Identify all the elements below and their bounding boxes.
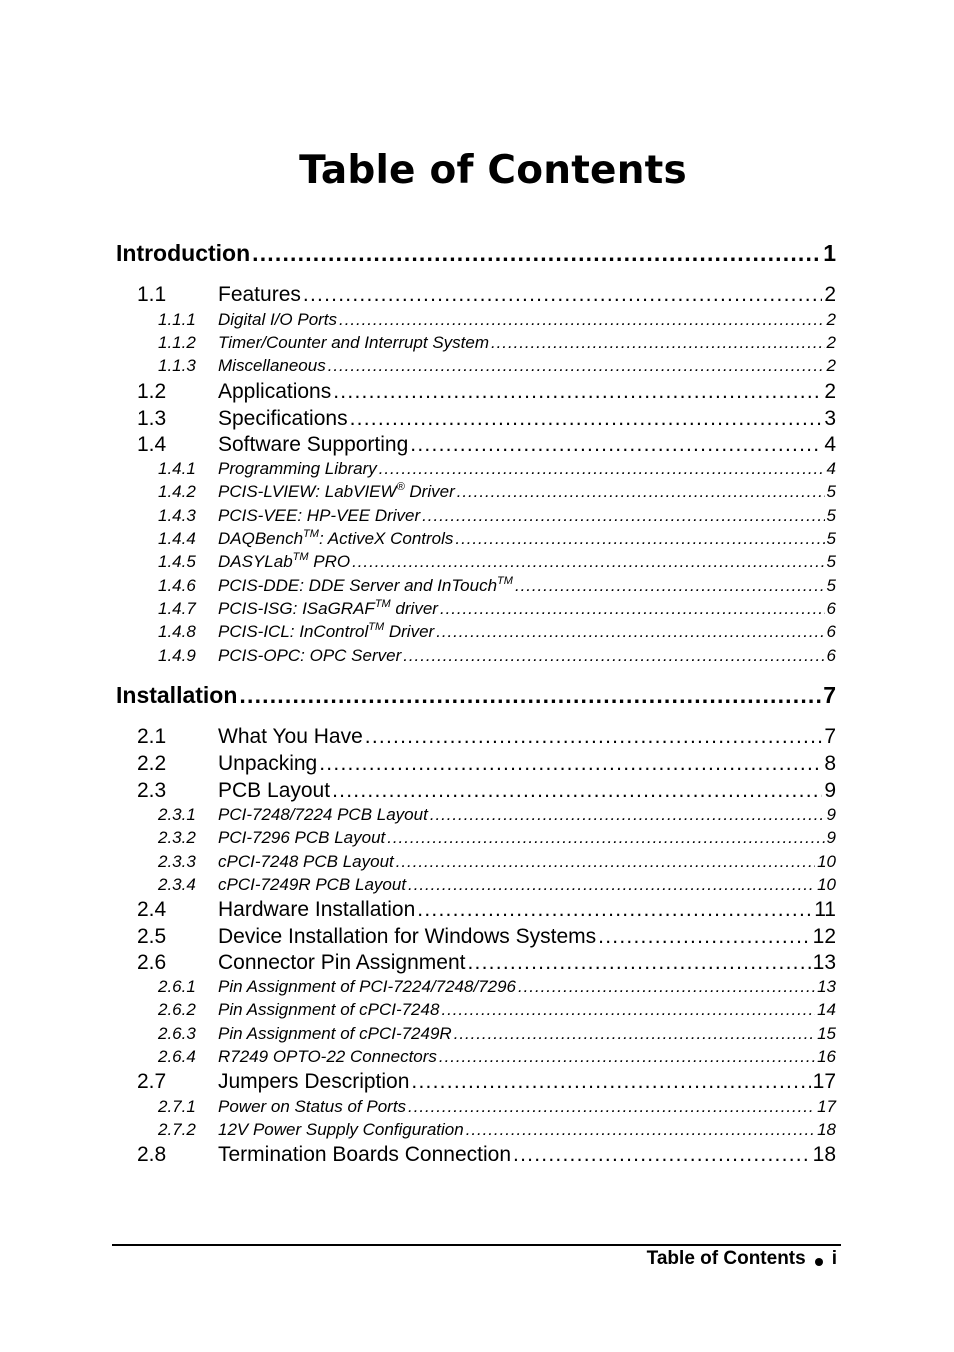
toc-page-number: 2 [824,380,836,403]
toc-entry-number: 1.1.1 [158,310,196,329]
toc-entry-title: R7249 OPTO-22 Connectors [218,1047,437,1066]
dot-leader [408,1097,815,1117]
toc-entry-title: Specifications [218,407,348,430]
toc-page-number: 13 [817,977,836,996]
toc-section-entry[interactable] [137,951,836,975]
toc-entry-number: 2.8 [137,1143,167,1166]
toc-subsection-entry[interactable] [158,875,836,895]
dot-leader [387,828,824,848]
toc-entry-number: 2.3 [137,779,167,802]
toc-page-number: 18 [817,1120,836,1139]
toc-entry-number: 1.1.2 [158,333,196,352]
page-footer [647,1248,837,1270]
toc-entry-title: Pin Assignment of cPCI-7248 [218,1000,440,1019]
toc-entry-number: 2.6.3 [158,1024,196,1043]
toc-page-number: 16 [817,1047,836,1066]
toc-subsection-entry[interactable] [158,622,836,642]
toc-section-entry[interactable] [137,779,836,803]
toc-entry-number: 1.4.8 [158,622,196,641]
toc-entry-title-suffix: PRO [308,552,351,571]
toc-entry-title: PCIS-VEE: HP-VEE Driver [218,506,421,525]
toc-page-number: 5 [826,506,836,525]
dot-leader [440,599,825,619]
trademark-superscript: TM [303,528,319,540]
toc-entry-title: DASYLab [218,552,293,571]
dot-leader [417,898,812,922]
toc-entry-number: 2.7.2 [158,1120,196,1139]
toc-entry-title: What You Have [218,725,363,748]
toc-subsection-entry[interactable] [158,646,836,666]
toc-page-number: 3 [824,407,836,430]
toc-entry-number: 2.2 [137,752,167,775]
toc-entry-title: PCIS-LVIEW: LabVIEW [218,482,397,501]
toc-entry-title: Hardware Installation [218,898,416,921]
toc-entry-number: 2.3.4 [158,875,196,894]
dot-leader [466,1120,815,1140]
toc-chapter-entry[interactable] [116,682,836,709]
toc-subsection-entry[interactable] [158,552,836,572]
toc-entry-title: PCI-7248/7224 PCB Layout [218,805,428,824]
toc-section-entry[interactable] [137,407,836,431]
dot-leader [252,240,821,267]
page-title: Table of Contents [299,148,687,193]
toc-entry-title: PCI-7296 PCB Layout [218,828,386,847]
toc-page-number: 2 [826,356,836,375]
toc-entry-title: Pin Assignment of PCI-7224/7248/7296 [218,977,517,996]
toc-page-number: 17 [812,1070,836,1093]
toc-entry-number: 2.7 [137,1070,167,1093]
toc-entry-number: 2.3.3 [158,852,196,871]
dot-leader [339,310,824,330]
dot-leader [352,552,824,572]
toc-entry-title: Applications [218,380,332,403]
toc-page-number: 17 [817,1097,836,1116]
toc-page-number: 5 [826,529,836,548]
toc-entry-title-suffix: Driver [404,482,455,501]
toc-page-number: 6 [826,599,836,618]
toc-page-number: 8 [824,752,836,775]
trademark-superscript: TM [497,575,513,587]
toc-page-number: 5 [826,552,836,571]
dot-leader [239,682,821,709]
toc-page-number: 15 [817,1024,836,1043]
toc-subsection-entry[interactable] [158,356,836,376]
toc-entry-number: 1.4.1 [158,459,196,478]
dot-leader [455,529,824,549]
toc-entry-number: 1.4.4 [158,529,196,548]
toc-section-entry[interactable] [137,283,836,307]
toc-entry-title: Timer/Counter and Interrupt System [218,333,490,352]
dot-leader [430,805,825,825]
footer-rule [112,1244,841,1246]
toc-entry-title-suffix: : ActiveX Controls [318,529,454,548]
toc-entry-title: DAQBench [218,529,304,548]
toc-entry-title: Digital I/O Ports [218,310,338,329]
toc-entry-title: Connector Pin Assignment [218,951,466,974]
toc-section-entry[interactable] [137,380,836,404]
toc-entry-title: Power on Status of Ports [218,1097,407,1116]
toc-entry-title: Introduction [116,240,251,266]
toc-entry-title: cPCI-7248 PCB Layout [218,852,394,871]
dot-leader [467,951,810,975]
toc-page-number: 7 [824,725,836,748]
toc-entry-title: Miscellaneous [218,356,326,375]
toc-entry-number: 1.4.6 [158,576,196,595]
dot-leader [408,875,815,895]
trademark-superscript: TM [368,621,385,633]
toc-page-number: 12 [812,925,836,948]
toc-section-entry[interactable] [137,1143,836,1167]
toc-entry-title: PCIS-ISG: ISaGRAF [218,599,375,618]
toc-subsection-entry[interactable] [158,1047,836,1067]
toc-entry-title: Termination Boards Connection [218,1143,511,1166]
dot-leader [396,852,815,872]
toc-entry-number: 1.2 [137,380,167,403]
toc-entry-title: Programming Library [218,459,377,478]
dot-leader [303,283,822,307]
toc-page-number: 6 [826,646,836,665]
toc-entry-number: 2.6 [137,951,167,974]
dot-leader [411,1070,810,1094]
toc-entry-number: 2.7.1 [158,1097,196,1116]
toc-subsection-entry[interactable] [158,805,836,825]
dot-leader [410,433,822,457]
toc-entry-title: cPCI-7249R PCB Layout [218,875,407,894]
trademark-superscript: ® [396,481,405,493]
toc-entry-title: Unpacking [218,752,318,775]
toc-entry-title: 12V Power Supply Configuration [218,1120,464,1139]
trademark-superscript: TM [292,551,309,563]
dot-leader [439,1047,815,1067]
toc-entry-number: 2.6.4 [158,1047,196,1066]
dot-leader [457,482,825,502]
toc-page-number: 5 [826,482,836,501]
toc-subsection-entry[interactable] [158,1024,836,1044]
toc-section-entry[interactable] [137,1070,836,1094]
toc-subsection-entry[interactable] [158,333,836,353]
toc-subsection-entry[interactable] [158,482,836,502]
toc-entry-number: 1.3 [137,407,167,430]
toc-subsection-entry[interactable] [158,459,836,479]
footer-page-number: i [831,1248,837,1269]
toc-subsection-entry[interactable] [158,1000,836,1020]
footer-label: Table of Contents [646,1248,806,1269]
toc-entry-title-suffix: Driver [384,622,435,641]
toc-chapter-entry[interactable] [116,240,836,267]
toc-entry-title: PCIS-ICL: InControl [218,622,369,641]
toc-entry-number: 2.1 [137,725,167,748]
toc-page-number: 4 [826,459,836,478]
toc-page-number: 4 [824,433,836,456]
toc-page-number: 2 [824,283,836,306]
bullet-icon [815,1258,823,1266]
toc-entry-number: 1.1.3 [158,356,196,375]
dot-leader [441,1000,815,1020]
toc-subsection-entry[interactable] [158,576,836,596]
toc-page-number: 10 [817,875,836,894]
dot-leader [319,752,822,776]
toc-page-number: 1 [823,240,836,266]
toc-page-number: 13 [812,951,836,974]
toc-page-number: 2 [826,333,836,352]
dot-leader [598,925,811,949]
toc-entry-title-suffix: driver [390,599,438,618]
toc-entry-number: 2.6.1 [158,977,196,996]
dot-leader [379,459,825,479]
toc-page-number: 9 [826,828,836,847]
toc-entry-title: Device Installation for Windows Systems [218,925,597,948]
toc-entry-number: 2.3.1 [158,805,196,824]
toc-entry-title: Jumpers Description [218,1070,410,1093]
toc-entry-title: Installation [116,682,238,708]
toc-entry-number: 1.4.5 [158,552,196,571]
toc-page-number: 9 [826,805,836,824]
toc-entry-title: PCB Layout [218,779,331,802]
toc-subsection-entry[interactable] [158,1097,836,1117]
dot-leader [350,407,823,431]
trademark-superscript: TM [374,598,391,610]
toc-section-entry[interactable] [137,725,836,749]
toc-entry-title: PCIS-OPC: OPC Server [218,646,402,665]
toc-entry-number: 1.1 [137,283,167,306]
toc-page-number: 2 [826,310,836,329]
toc-entry-number: 1.4.2 [158,482,196,501]
toc-page-number: 11 [814,898,836,921]
toc-subsection-entry[interactable] [158,310,836,330]
dot-leader [403,646,824,666]
toc-section-entry[interactable] [137,925,836,949]
toc-subsection-entry[interactable] [158,599,836,619]
toc-entry-title: Pin Assignment of cPCI-7249R [218,1024,452,1043]
dot-leader [513,1143,811,1167]
toc-page-number: 18 [812,1143,836,1166]
toc-subsection-entry[interactable] [158,506,836,526]
toc-entry-number: 1.4.9 [158,646,196,665]
toc-page-number: 14 [817,1000,836,1019]
toc-subsection-entry[interactable] [158,1120,836,1140]
dot-leader [454,1024,815,1044]
dot-leader [422,506,824,526]
dot-leader [328,356,825,376]
toc-entry-number: 1.4.7 [158,599,196,618]
toc-page-number: 6 [826,622,836,641]
toc-entry-number: 2.4 [137,898,167,921]
toc-entry-number: 2.5 [137,925,167,948]
toc-subsection-entry[interactable] [158,529,836,549]
dot-leader [491,333,825,353]
toc-entry-number: 2.3.2 [158,828,196,847]
toc-entry-title: Software Supporting [218,433,409,456]
dot-leader [333,380,822,404]
toc-entry-title: Features [218,283,301,306]
toc-subsection-entry[interactable] [158,828,836,848]
toc-entry-number: 1.4 [137,433,167,456]
toc-page-number: 9 [824,779,836,802]
toc-page-number: 10 [817,852,836,871]
toc-section-entry[interactable] [137,898,836,922]
dot-leader [515,576,825,596]
toc-section-entry[interactable] [137,752,836,776]
toc-subsection-entry[interactable] [158,977,836,997]
dot-leader [332,779,822,803]
toc-page-number: 7 [823,682,836,708]
dot-leader [365,725,823,749]
toc-section-entry[interactable] [137,433,836,457]
toc-page-number: 5 [826,576,836,595]
toc-entry-number: 2.6.2 [158,1000,196,1019]
dot-leader [436,622,824,642]
toc-entry-number: 1.4.3 [158,506,196,525]
toc-entry-title: PCIS-DDE: DDE Server and InTouch [218,576,498,595]
toc-subsection-entry[interactable] [158,852,836,872]
dot-leader [518,977,815,997]
